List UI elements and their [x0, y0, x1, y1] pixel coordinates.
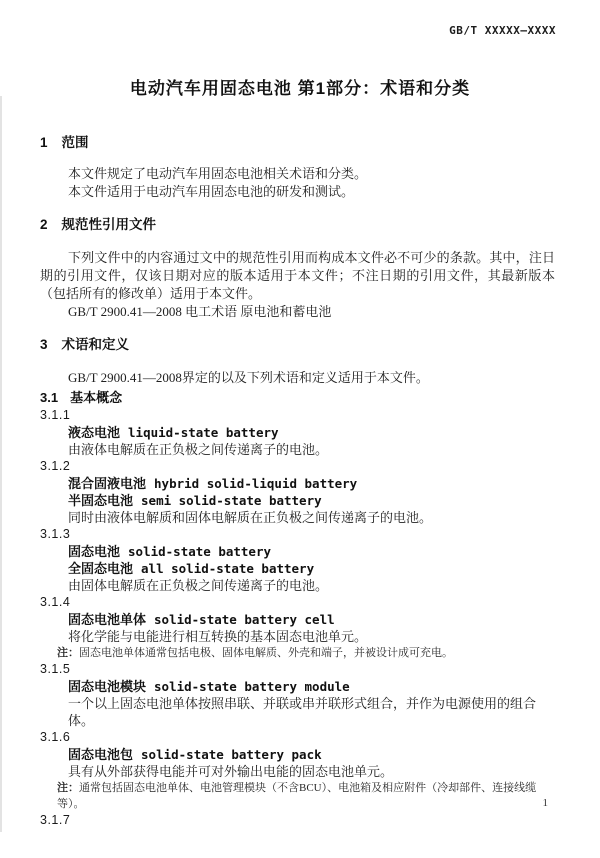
term-3-1-5: [40, 661, 555, 729]
term-3-1-4: [40, 594, 555, 661]
term-name-en: solid-state battery module: [154, 679, 350, 694]
section-1-number: 1: [40, 135, 48, 150]
term-number: 3.1.7: [40, 813, 71, 827]
section-3-title: 术语和定义: [61, 337, 130, 352]
term-number: 3.1.6: [40, 730, 71, 744]
term-3-1-1: [40, 407, 555, 458]
section-2-paragraph: 下列文件中的内容通过文中的规范性引用而构成本文件必不可少的条款。其中，注日期的引用文件，仅该日期对应的版本适用于本文件；不注日期的引用文件，其最新版本（包括所有的修改单）适用于本文件。: [40, 250, 555, 301]
term-name-alt: [40, 560, 555, 577]
term-definition: 具有从外部获得电能并可对外输出电能的固态电池单元。: [68, 764, 394, 779]
term-name-zh: 固态电池: [68, 544, 121, 559]
term-name: [40, 746, 555, 763]
term-name-zh: 固态电池模块: [68, 679, 147, 694]
section-1-title: 范围: [61, 135, 89, 150]
term-3-1-7: [40, 812, 555, 829]
note-label: 注：: [57, 782, 79, 794]
section-3-intro: GB/T 2900.41—2008界定的以及下列术语和定义适用于本文件。: [68, 370, 429, 385]
term-name: [40, 678, 555, 695]
page-left-edge-scan-shadow: [0, 96, 2, 832]
note-label: 注：: [57, 647, 79, 659]
note-text: 通常包括固态电池单体、电池管理模块（不含BCU）、电池箱及相应附件（冷却部件、连接线缆等）。: [57, 782, 537, 810]
term-definition: 同时由液体电解质和固体电解质在正负极之间传递离子的电池。: [68, 510, 433, 525]
term-name-zh: 固态电池单体: [68, 612, 147, 627]
section-2-number: 2: [40, 217, 48, 232]
term-3-1-6: [40, 729, 555, 812]
term-number: 3.1.2: [40, 459, 71, 473]
document-code: GB/T XXXXX—XXXX: [449, 24, 556, 37]
term-name: [40, 543, 555, 560]
term-name: [40, 475, 555, 492]
term-number: 3.1.1: [40, 408, 71, 422]
subsection-3-1-title: 基本概念: [70, 390, 123, 405]
term-name-zh: 固态电池包: [68, 747, 134, 762]
term-name-en: all solid-state battery: [141, 561, 315, 576]
subsection-3-1-heading: [40, 389, 555, 407]
term-name-zh: 混合固液电池: [68, 476, 147, 491]
document-body: [40, 128, 555, 829]
term-name-en: solid-state battery: [128, 544, 272, 559]
section-3-heading: [40, 336, 555, 354]
term-name: [40, 611, 555, 628]
section-1-paragraph-2: 本文件适用于电动汽车用固态电池的研发和测试。: [68, 184, 355, 199]
section-2-title: 规范性引用文件: [61, 217, 157, 232]
term-number: 3.1.5: [40, 662, 71, 676]
term-name-zh: 半固态电池: [68, 493, 134, 508]
term-definition: 将化学能与电能进行相互转换的基本固态电池单元。: [68, 629, 368, 644]
term-name-en: liquid-state battery: [128, 425, 279, 440]
document-title: 电动汽车用固态电池 第1部分：术语和分类: [129, 79, 471, 98]
section-1-heading: [40, 134, 555, 152]
term-3-1-3: [40, 526, 555, 594]
page-number: 1: [542, 797, 548, 809]
term-name-en: hybrid solid-liquid battery: [154, 476, 358, 491]
term-number: 3.1.3: [40, 527, 71, 541]
term-name: [40, 424, 555, 441]
term-definition: 由液体电解质在正负极之间传递离子的电池。: [68, 442, 329, 457]
terms-list: [40, 407, 555, 829]
term-3-1-2: [40, 458, 555, 526]
section-2-reference: GB/T 2900.41—2008 电工术语 原电池和蓄电池: [68, 304, 332, 319]
subsection-3-1-number: 3.1: [40, 390, 59, 405]
term-name-alt: [40, 492, 555, 509]
section-2-heading: [40, 216, 555, 234]
term-number: 3.1.4: [40, 595, 71, 609]
note-text: 固态电池单体通常包括电极、固体电解质、外壳和端子，并被设计成可充电。: [79, 647, 453, 659]
term-name-en: semi solid-state battery: [141, 493, 322, 508]
term-name-en: solid-state battery pack: [141, 747, 322, 762]
term-name-zh: 液态电池: [68, 425, 121, 440]
term-definition: 一个以上固态电池单体按照串联、并联或串并联形式组合，并作为电源使用的组合体。: [68, 696, 537, 728]
term-note: [40, 780, 555, 812]
term-name-en: solid-state battery cell: [154, 612, 335, 627]
term-note: [40, 645, 555, 661]
section-3-number: 3: [40, 337, 48, 352]
term-definition: 由固体电解质在正负极之间传递离子的电池。: [68, 578, 329, 593]
section-1-paragraph-1: 本文件规定了电动汽车用固态电池相关术语和分类。: [68, 166, 368, 181]
term-name-zh: 全固态电池: [68, 561, 134, 576]
